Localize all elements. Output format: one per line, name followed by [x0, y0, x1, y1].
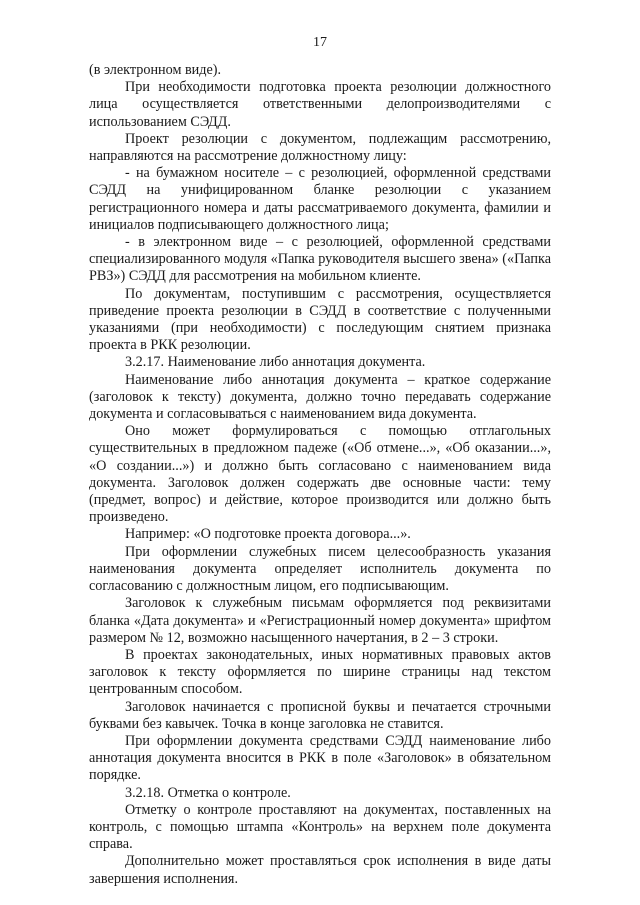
- document-body: [89, 62, 551, 888]
- paragraph: 3.2.17. Наименование либо аннотация документа.: [125, 354, 426, 371]
- page-number: 17: [313, 35, 327, 50]
- paragraph: При оформлении документа средствами СЭДД наименование либо аннотация документа вносится в РКК в поле «Заголовок» в обязательном порядке.: [89, 732, 551, 784]
- paragraph: 3.2.18. Отметка о контроле.: [125, 784, 291, 801]
- paragraph: (в электронном виде).: [89, 62, 222, 78]
- paragraph: Оно может формулироваться с помощью отглагольных существительных в предложном падеже («Об отмене...», «Об оказании...», «О создании...») и должно быть согласовано с наименованием вида документа. Заголовок должен содержать две основные части: тему (предмет, вопрос) и действие, которое производится или должно быть произведено.: [89, 423, 551, 526]
- paragraph: В проектах законодательных, иных нормативных правовых актов заголовок к тексту оформляется по ширине страницы над текстом центрованным способом.: [89, 646, 551, 698]
- paragraph: Заголовок к служебным письмам оформляется под реквизитами бланка «Дата документа» и «Регистрационный номер документа» шрифтом размером № 12, возможно насыщенного начертания, в 2 – 3 строки.: [89, 595, 551, 646]
- paragraph: По документам, поступившим с рассмотрения, осуществляется приведение проекта резолюции в СЭДД в соответствие с полученными указаниями (при необходимости) с последующим снятием признака проекта в РКК резолюции.: [89, 285, 551, 354]
- paragraph: - в электронном виде – с резолюцией, оформленной средствами специализированного модуля «Папка руководителя высшего звена» («Папка РВЗ») СЭДД для рассмотрения на мобильном клиенте.: [89, 234, 551, 285]
- paragraph: При оформлении служебных писем целесообразность указания наименования документа определяет исполнитель документа по согласованию с должностным лицом, его подписывающим.: [89, 543, 551, 595]
- paragraph: Дополнительно может проставляться срок исполнения в виде даты завершения исполнения.: [89, 853, 551, 887]
- paragraph: Отметку о контроле проставляют на документах, поставленных на контроль, с помощью штампа «Контроль» на верхнем поле документа справа.: [89, 801, 551, 853]
- paragraph: Проект резолюции с документом, подлежащим рассмотрению, направляются на рассмотрение должностному лицу:: [89, 130, 551, 165]
- paragraph: Наименование либо аннотация документа – краткое содержание (заголовок к тексту) документа, должно точно передавать содержание документа и согласовываться с наименованием вида документа.: [89, 371, 551, 423]
- paragraph: Заголовок начинается с прописной буквы и печатается строчными буквами без кавычек. Точка в конце заголовка не ставится.: [89, 698, 551, 732]
- paragraph: Например: «О подготовке проекта договора...».: [125, 526, 411, 543]
- paragraph: При необходимости подготовка проекта резолюции должностного лица осуществляется ответственными делопроизводителями с использованием СЭДД.: [89, 79, 551, 130]
- paragraph: - на бумажном носителе – с резолюцией, оформленной средствами СЭДД на унифицированном бланке резолюции с указанием регистрационного номера и даты рассматриваемого документа, фамилии и инициалов подписывающего должностного лица;: [89, 165, 551, 233]
